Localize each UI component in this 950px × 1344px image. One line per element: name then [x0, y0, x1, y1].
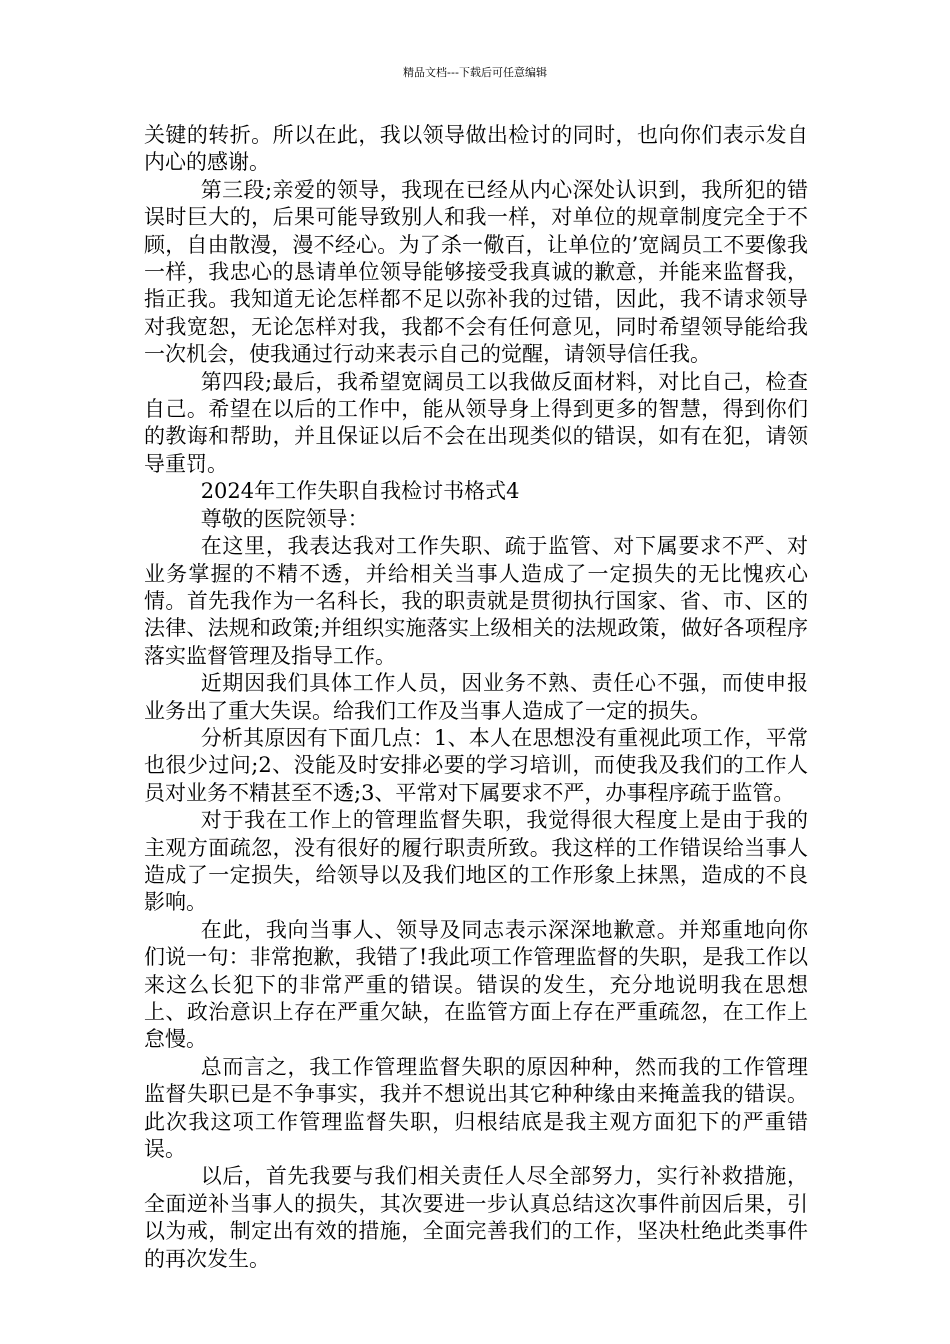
- paragraph-10: 在此，我向当事人、领导及同志表示深深地歉意。并郑重地向你们说一句：非常抱歉，我错了!我此项工作管理监督的失职，是我工作以来这么长犯下的非常严重的错误。错误的发生，充分地说明我在思想上、政治意识上存在严重欠缺，在监管方面上存在严重疏忽，在工作上怠慢。: [144, 917, 808, 1052]
- paragraph-1: 关键的转折。所以在此，我以领导做出检讨的同时，也向你们表示发自内心的感谢。: [144, 123, 808, 175]
- page-header: 精品文档---下载后可任意编辑: [403, 66, 547, 79]
- section-title: 2024年工作失职自我检讨书格式4: [200, 479, 520, 504]
- paragraph-9: 对于我在工作上的管理监督失职，我觉得很大程度上是由于我的主观方面疏忽，没有很好的履行职责所致。我这样的工作错误给当事人造成了一定损失，给领导以及我们地区的工作形象上抹黑，造成的不良影响。: [144, 808, 808, 915]
- document-body: [144, 122, 808, 1273]
- paragraph-2: 第三段;亲爱的领导，我现在已经从内心深处认识到，我所犯的错误时巨大的，后果可能导致别人和我一样，对单位的规章制度完全于不顾，自由散漫，漫不经心。为了杀一儆百，让单位的’宽阔员工不要像我一样，我忠心的恳请单位领导能够接受我真诚的歉意，并能来监督我，指正我。我知道无论怎样都不足以弥补我的过错，因此，我不请求领导对我宽恕，无论怎样对我，我都不会有任何意见，同时希望领导能给我一次机会，使我通过行动来表示自己的觉醒，请领导信任我。: [144, 177, 808, 367]
- salutation: 尊敬的医院领导：: [200, 506, 369, 531]
- paragraph-6: 在这里，我表达我对工作失职、疏于监管、对下属要求不严、对业务掌握的不精不透，并给相关当事人造成了一定损失的无比愧疚心情。首先我作为一名科长，我的职责就是贯彻执行国家、省、市、区的法律、法规和政策;并组织实施落实上级相关的法规政策，做好各项程序落实监督管理及指导工作。: [144, 534, 808, 668]
- paragraph-7: 近期因我们具体工作人员，因业务不熟、责任心不强，而使申报业务出了重大失误。给我们工作及当事人造成了一定的损失。: [144, 671, 808, 723]
- paragraph-3: 第四段;最后，我希望宽阔员工以我做反面材料，对比自己，检查自己。希望在以后的工作中，能从领导身上得到更多的智慧，得到你们的教诲和帮助，并且保证以后不会在出现类似的错误，如有在犯，请领导重罚。: [144, 369, 808, 476]
- paragraph-11: 总而言之，我工作管理监督失职的原因种种，然而我的工作管理监督失职已是不争事实，我并不想说出其它种种缘由来掩盖我的错误。此次我这项工作管理监督失职，归根结底是我主观方面犯下的严重错误。: [144, 1054, 808, 1162]
- paragraph-12: 以后，首先我要与我们相关责任人尽全部努力，实行补救措施，全面逆补当事人的损失，其次要进一步认真总结这次事件前因后果，引以为戒，制定出有效的措施，全面完善我们的工作，坚决杜绝此类事件的再次发生。: [144, 1164, 808, 1271]
- paragraph-8: 分析其原因有下面几点：1、本人在思想没有重视此项工作，平常也很少过问;2、没能及时安排必要的学习培训，而使我及我们的工作人员对业务不精甚至不透;3、平常对下属要求不严，办事程序疏于监管。: [144, 725, 808, 805]
